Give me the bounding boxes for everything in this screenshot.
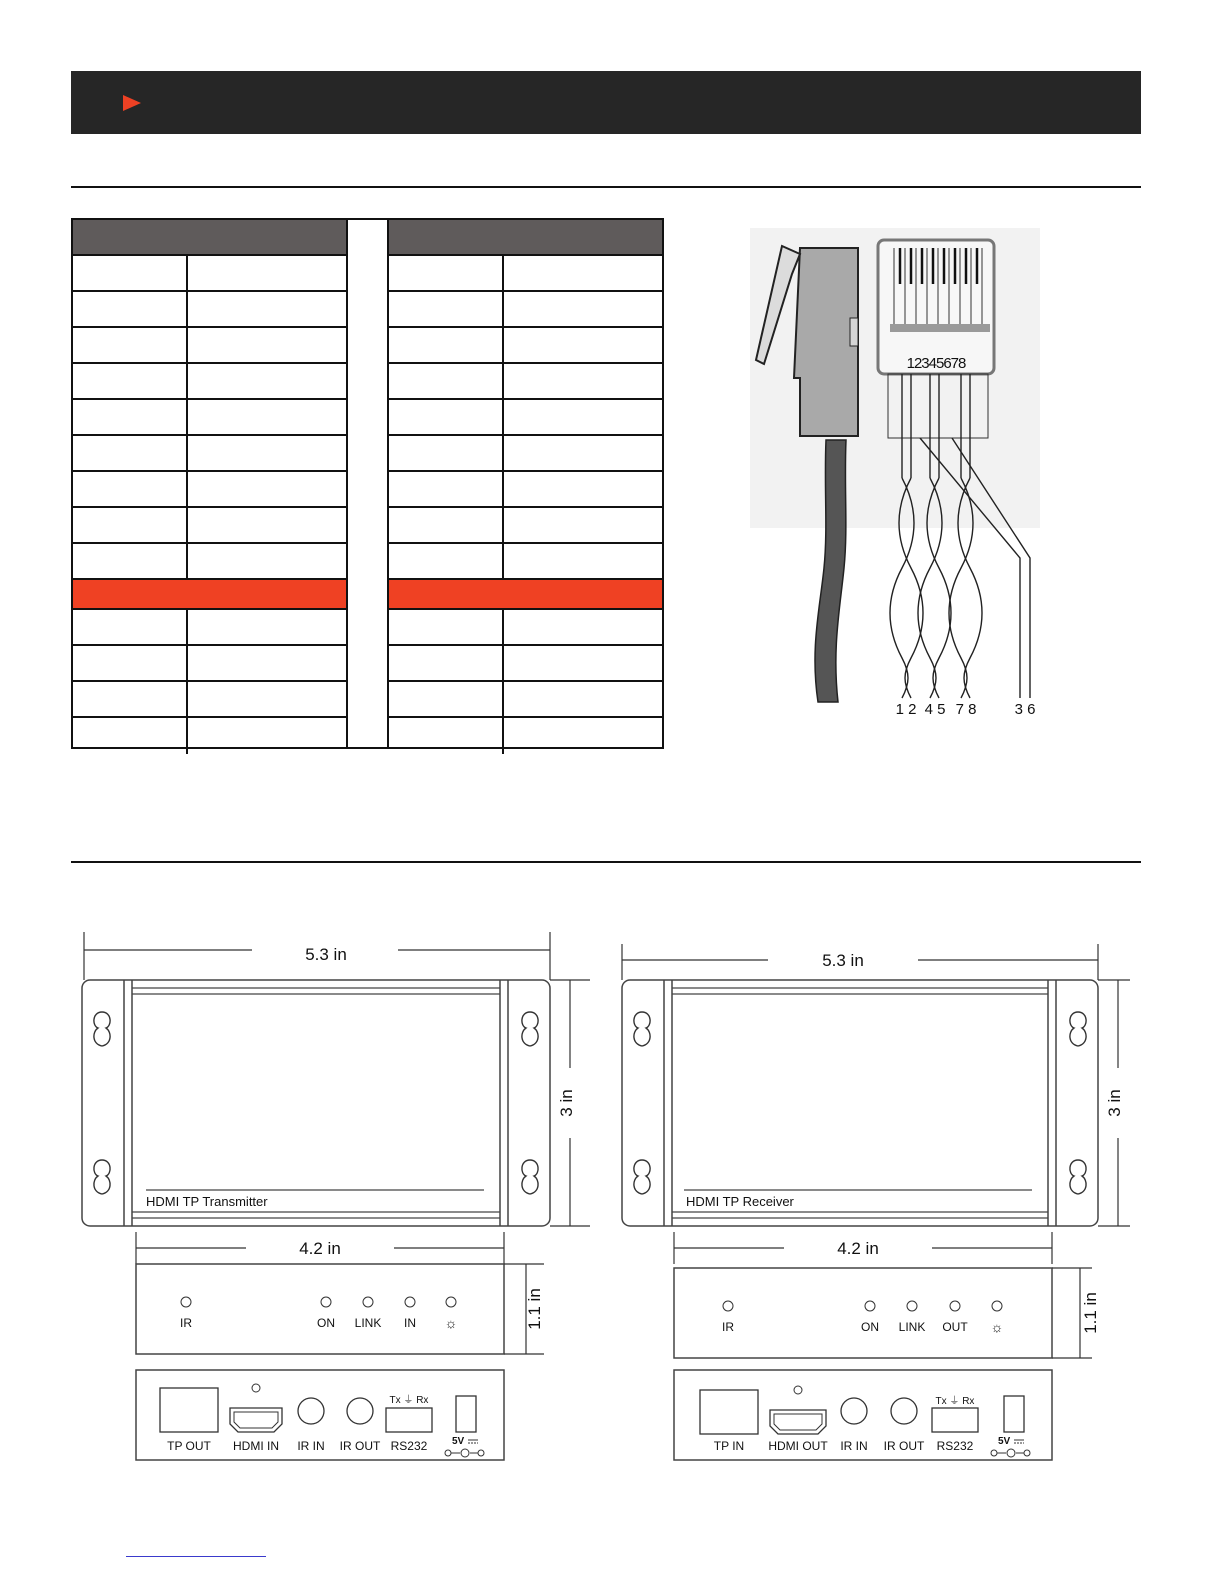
brightness-led-icon [446, 1297, 456, 1307]
section-divider-middle [71, 861, 1141, 863]
port-label: IR OUT [339, 1439, 381, 1453]
port-label: RS232 [936, 1439, 974, 1453]
footer-link-underline[interactable] [126, 1556, 266, 1557]
table-row [389, 400, 662, 436]
power-label: 5V [998, 1436, 1011, 1447]
ir-out-jack-icon [891, 1398, 917, 1424]
rs232-terminal-icon [386, 1408, 432, 1432]
transmitter-panel-height-label: 1.1 in [525, 1288, 544, 1330]
receiver-name-label: HDMI TP Receiver [686, 1194, 794, 1209]
led-label: IR [722, 1320, 734, 1334]
rj45-port-icon [160, 1388, 218, 1432]
on-led-icon [865, 1301, 875, 1311]
hdmi-led-icon [252, 1384, 260, 1392]
rs232-pins-label: Tx ⏚ Rx [935, 1396, 975, 1407]
table-row [73, 508, 346, 544]
transmitter-port-panel [136, 1370, 504, 1460]
out-led-icon [950, 1301, 960, 1311]
receiver-width-label: 5.3 in [822, 951, 864, 970]
pair-label-1-2: 1 2 [895, 701, 917, 718]
link-led-icon [907, 1301, 917, 1311]
table-row [389, 472, 662, 508]
receiver-top-view [622, 980, 1098, 1226]
table-row [389, 718, 662, 754]
pin-assignment-table [71, 218, 664, 749]
rj45-port-icon [700, 1390, 758, 1434]
section-header-bar [71, 71, 1141, 134]
receiver-height-label: 3 in [1105, 1089, 1124, 1117]
in-led-icon [405, 1297, 415, 1307]
led-label: LINK [354, 1316, 382, 1330]
table-row [73, 364, 346, 400]
dc-power-jack-icon [456, 1396, 476, 1432]
table-row [389, 610, 662, 646]
section-divider-top [71, 186, 1141, 188]
port-label: HDMI IN [233, 1439, 279, 1453]
pin-table-left [71, 218, 348, 749]
led-label: ON [317, 1316, 335, 1330]
port-label: HDMI OUT [768, 1439, 828, 1453]
table-row [389, 328, 662, 364]
table-row [73, 646, 346, 682]
rs232-terminal-icon [932, 1408, 978, 1432]
ir-in-jack-icon [841, 1398, 867, 1424]
led-label: IR [180, 1316, 192, 1330]
on-led-icon [321, 1297, 331, 1307]
dc-power-jack-icon [1004, 1396, 1024, 1432]
power-label: 5V [452, 1436, 465, 1447]
pin-numbers-label: 12345678 [906, 355, 966, 372]
receiver-panel-width-label: 4.2 in [837, 1239, 879, 1258]
table-row [73, 682, 346, 718]
transmitter-width-label: 5.3 in [305, 945, 347, 964]
ir-led-icon [723, 1301, 733, 1311]
led-label: OUT [942, 1320, 968, 1334]
port-label: IR IN [297, 1439, 325, 1453]
table-row [73, 436, 346, 472]
table-row [73, 400, 346, 436]
ir-out-jack-icon [347, 1398, 373, 1424]
rs232-pins-label: Tx ⏚ Rx [389, 1395, 429, 1406]
transmitter-top-view [82, 980, 550, 1226]
table-row [73, 610, 346, 646]
table-row [73, 256, 346, 292]
table-subheader [389, 580, 662, 610]
transmitter-led-panel [136, 1264, 504, 1354]
table-row [73, 328, 346, 364]
port-label: IR IN [840, 1439, 868, 1453]
brightness-icon: ☼ [990, 1319, 1004, 1335]
pair-label-7-8: 7 8 [955, 701, 977, 718]
transmitter-panel-width-label: 4.2 in [299, 1239, 341, 1258]
rj45-connector-diagram [740, 228, 1050, 728]
table-row [73, 292, 346, 328]
table-row [73, 544, 346, 580]
port-label: IR OUT [883, 1439, 925, 1453]
port-label: TP IN [713, 1439, 745, 1453]
link-led-icon [363, 1297, 373, 1307]
receiver-port-panel [674, 1370, 1052, 1460]
table-row [389, 292, 662, 328]
table-row [389, 544, 662, 580]
led-label: IN [404, 1316, 416, 1330]
table-header [389, 220, 662, 256]
table-row [389, 436, 662, 472]
play-arrow-icon [123, 95, 141, 111]
table-row [389, 508, 662, 544]
brightness-led-icon [992, 1301, 1002, 1311]
led-label: ON [861, 1320, 879, 1334]
transmitter-height-label: 3 in [557, 1089, 576, 1117]
transmitter-dimension-drawing [80, 928, 600, 1468]
table-header [73, 220, 346, 256]
table-subheader [73, 580, 346, 610]
table-row [73, 718, 346, 754]
table-row [389, 682, 662, 718]
table-row [389, 364, 662, 400]
ir-led-icon [181, 1297, 191, 1307]
port-label: TP OUT [167, 1439, 211, 1453]
pair-label-3-6: 3 6 [1014, 701, 1036, 718]
receiver-panel-height-label: 1.1 in [1081, 1292, 1100, 1334]
table-row [389, 256, 662, 292]
receiver-dimension-drawing [618, 934, 1138, 1474]
receiver-led-panel [674, 1268, 1052, 1358]
transmitter-name-label: HDMI TP Transmitter [146, 1194, 268, 1209]
pin-table-right [387, 218, 664, 749]
table-row [73, 472, 346, 508]
table-gap [348, 218, 387, 749]
led-label: LINK [898, 1320, 926, 1334]
brightness-icon: ☼ [444, 1315, 458, 1331]
port-label: RS232 [390, 1439, 428, 1453]
hdmi-led-icon [794, 1386, 802, 1394]
ir-in-jack-icon [298, 1398, 324, 1424]
pair-label-4-5: 4 5 [924, 701, 946, 718]
table-row [389, 646, 662, 682]
